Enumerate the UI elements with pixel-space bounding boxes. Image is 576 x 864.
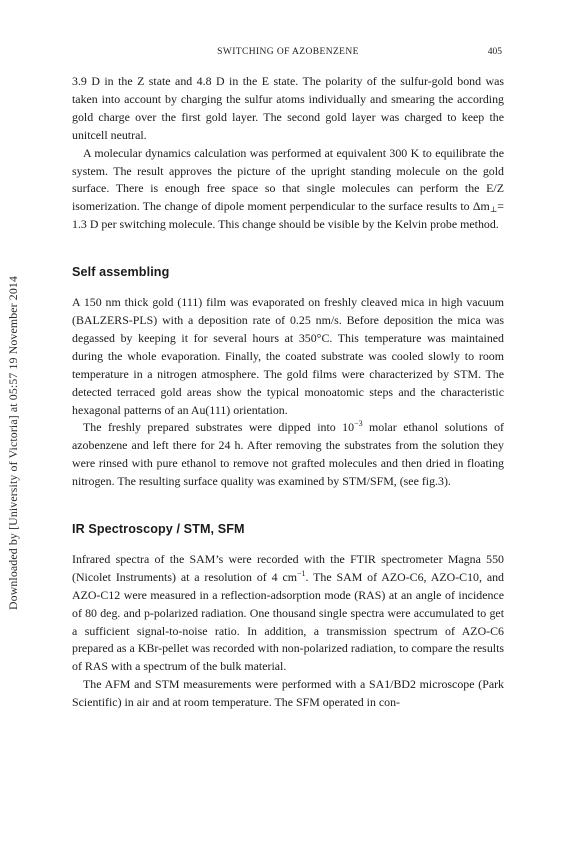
page-header (72, 47, 504, 61)
download-watermark: Downloaded by [University of Victoria] at 05:57 19 November 2014 (6, 275, 20, 610)
text-fragment: . The SAM of AZO-C6, AZO-C10, and AZO-C12 were measured in a reflection-adsorption mode (RAS) at an angle of incidence of 80 deg. and p-polarized radiation. One thousand single spectra were accumulated to get a sufficient signal-to-noise ratio. In addition, a transmission spectrum of AZO-C6 prepared as a KBr-pellet was recorded with non-polarized radiation, to compare the results of RAS with a spectrum of the bulk material. (72, 569, 504, 674)
running-head: SWITCHING OF AZOBENZENE (217, 47, 359, 57)
text-fragment: Infrared spectra of the SAM’s were recorded with the FTIR spectrometer Magna 550 (Nicolet Instruments) at a resolution of 4 cm (72, 551, 504, 584)
text-fragment: = 1.3 D per switching molecule. This change should be visible by the Kelvin probe method. (72, 199, 504, 232)
text-fragment: A molecular dynamics calculation was performed at equivalent 300 K to equilibrate the system. The result approves the picture of the upright standing molecule on the gold surface. There is enough free space so that single molecules can perform the E/Z isomerization. The change of dipole moment perpendicular to the surface results to Δm (72, 145, 504, 214)
paragraph-dipole: 3.9 D in the Z state and 4.8 D in the E state. The polarity of the sulfur-gold bond was taken into account by charging the sulfur atoms individually and smearing the according gold charge over the first gold layer. The second gold layer was charged to keep the unitcell neutral. (72, 74, 504, 142)
paragraph-molecular-dynamics (72, 145, 504, 235)
perpendicular-subscript: ⊥ (489, 205, 498, 215)
article-body (72, 73, 504, 712)
page-number: 405 (487, 47, 502, 57)
section-heading-self-assembling: Self assembling (72, 265, 170, 280)
exponent: −1 (297, 568, 306, 578)
paragraph-substrates (72, 419, 504, 491)
paragraph-afm-stm: The AFM and STM measurements were performed with a SA1/BD2 microscope (Park Scientific) in air and at room temperature. The SFM operated in con- (72, 677, 504, 710)
paragraph-gold-film: A 150 nm thick gold (111) film was evaporated on freshly cleaved mica in high vacuum (BALZERS-PLS) with a deposition rate of 0.25 nm/s. Before deposition the mica was degassed by keeping it for several hours at 350°C. This temperature was maintained during the whole evaporation. Finally, the coated substrate was cooled slowly to room temperature in a nitrogen atmosphere. The gold films were characterized by STM. The detected terraced gold areas show the typical monoatomic steps and the characteristic hexagonal patterns of an Au(111) orientation. (72, 295, 504, 417)
section-heading-ir-spectroscopy: IR Spectroscopy / STM, SFM (72, 522, 245, 537)
paragraph-infrared-spectra (72, 551, 504, 676)
text-fragment: molar ethanol solutions of azobenzene and left there for 24 h. After removing the substrates from the solution they were rinsed with pure ethanol to remove not grafted molecules and then dried in floating nitrogen. The resulting surface quality was examined by STM/SFM, (see fig.3). (72, 420, 504, 489)
text-fragment: The freshly prepared substrates were dipped into 10 (83, 420, 355, 435)
exponent: −3 (354, 419, 363, 429)
